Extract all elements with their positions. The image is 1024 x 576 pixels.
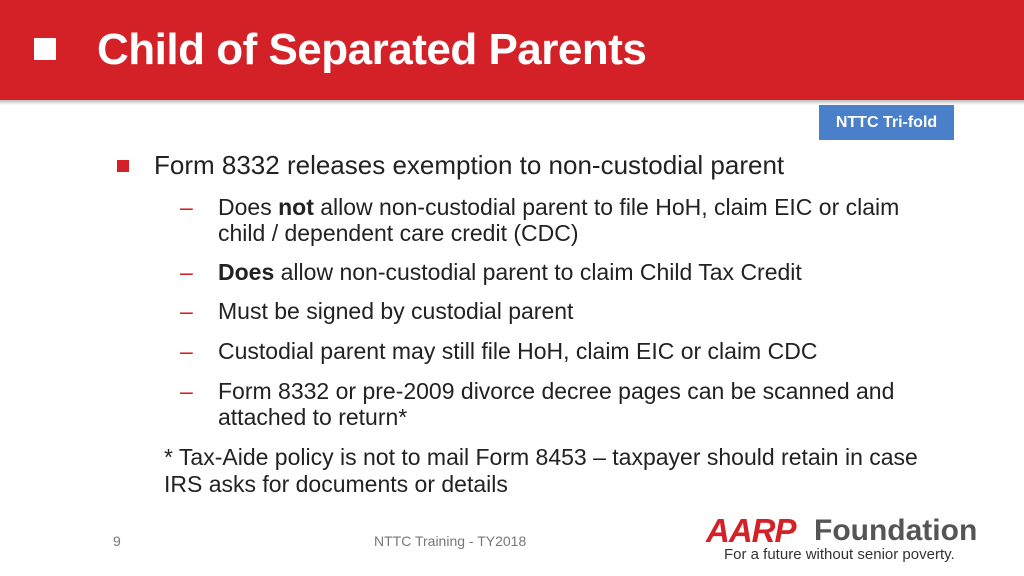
footer-text: NTTC Training - TY2018 <box>374 533 527 549</box>
dash-bullet-icon: – <box>180 378 193 404</box>
dash-bullet-icon: – <box>180 338 193 364</box>
main-bullet-text: Form 8332 releases exemption to non-custodial parent <box>154 150 785 180</box>
dash-bullet-icon: – <box>180 259 193 285</box>
square-bullet-icon <box>117 160 129 172</box>
logo-brand: AARP <box>706 512 796 549</box>
title-square-icon <box>34 38 56 60</box>
sub-bullet-text: Does allow non-custodial parent to claim Child Tax Credit <box>218 259 802 285</box>
slide-number: 9 <box>113 533 121 549</box>
dash-bullet-icon: – <box>180 298 193 324</box>
sub-bullet-text: Does not allow non-custodial parent to file HoH, claim EIC or claim child / dependent care credit (CDC) <box>218 194 900 246</box>
slide-title: Child of Separated Parents <box>97 25 647 74</box>
sub-bullet-text: Must be signed by custodial parent <box>218 298 574 324</box>
dash-bullet-icon: – <box>180 194 193 220</box>
sub-bullet-text: Custodial parent may still file HoH, claim EIC or claim CDC <box>218 338 818 364</box>
logo-name: Foundation <box>814 514 978 547</box>
reference-tag: NTTC Tri-fold <box>819 105 954 140</box>
sub-bullet-text: Form 8332 or pre-2009 divorce decree pages can be scanned and attached to return* <box>218 378 895 430</box>
footnote: * Tax-Aide policy is not to mail Form 8453 – taxpayer should retain in case IRS asks for documents or details <box>164 444 918 497</box>
aarp-foundation-logo <box>706 512 976 570</box>
logo-tagline: For a future without senior poverty. <box>724 546 955 563</box>
